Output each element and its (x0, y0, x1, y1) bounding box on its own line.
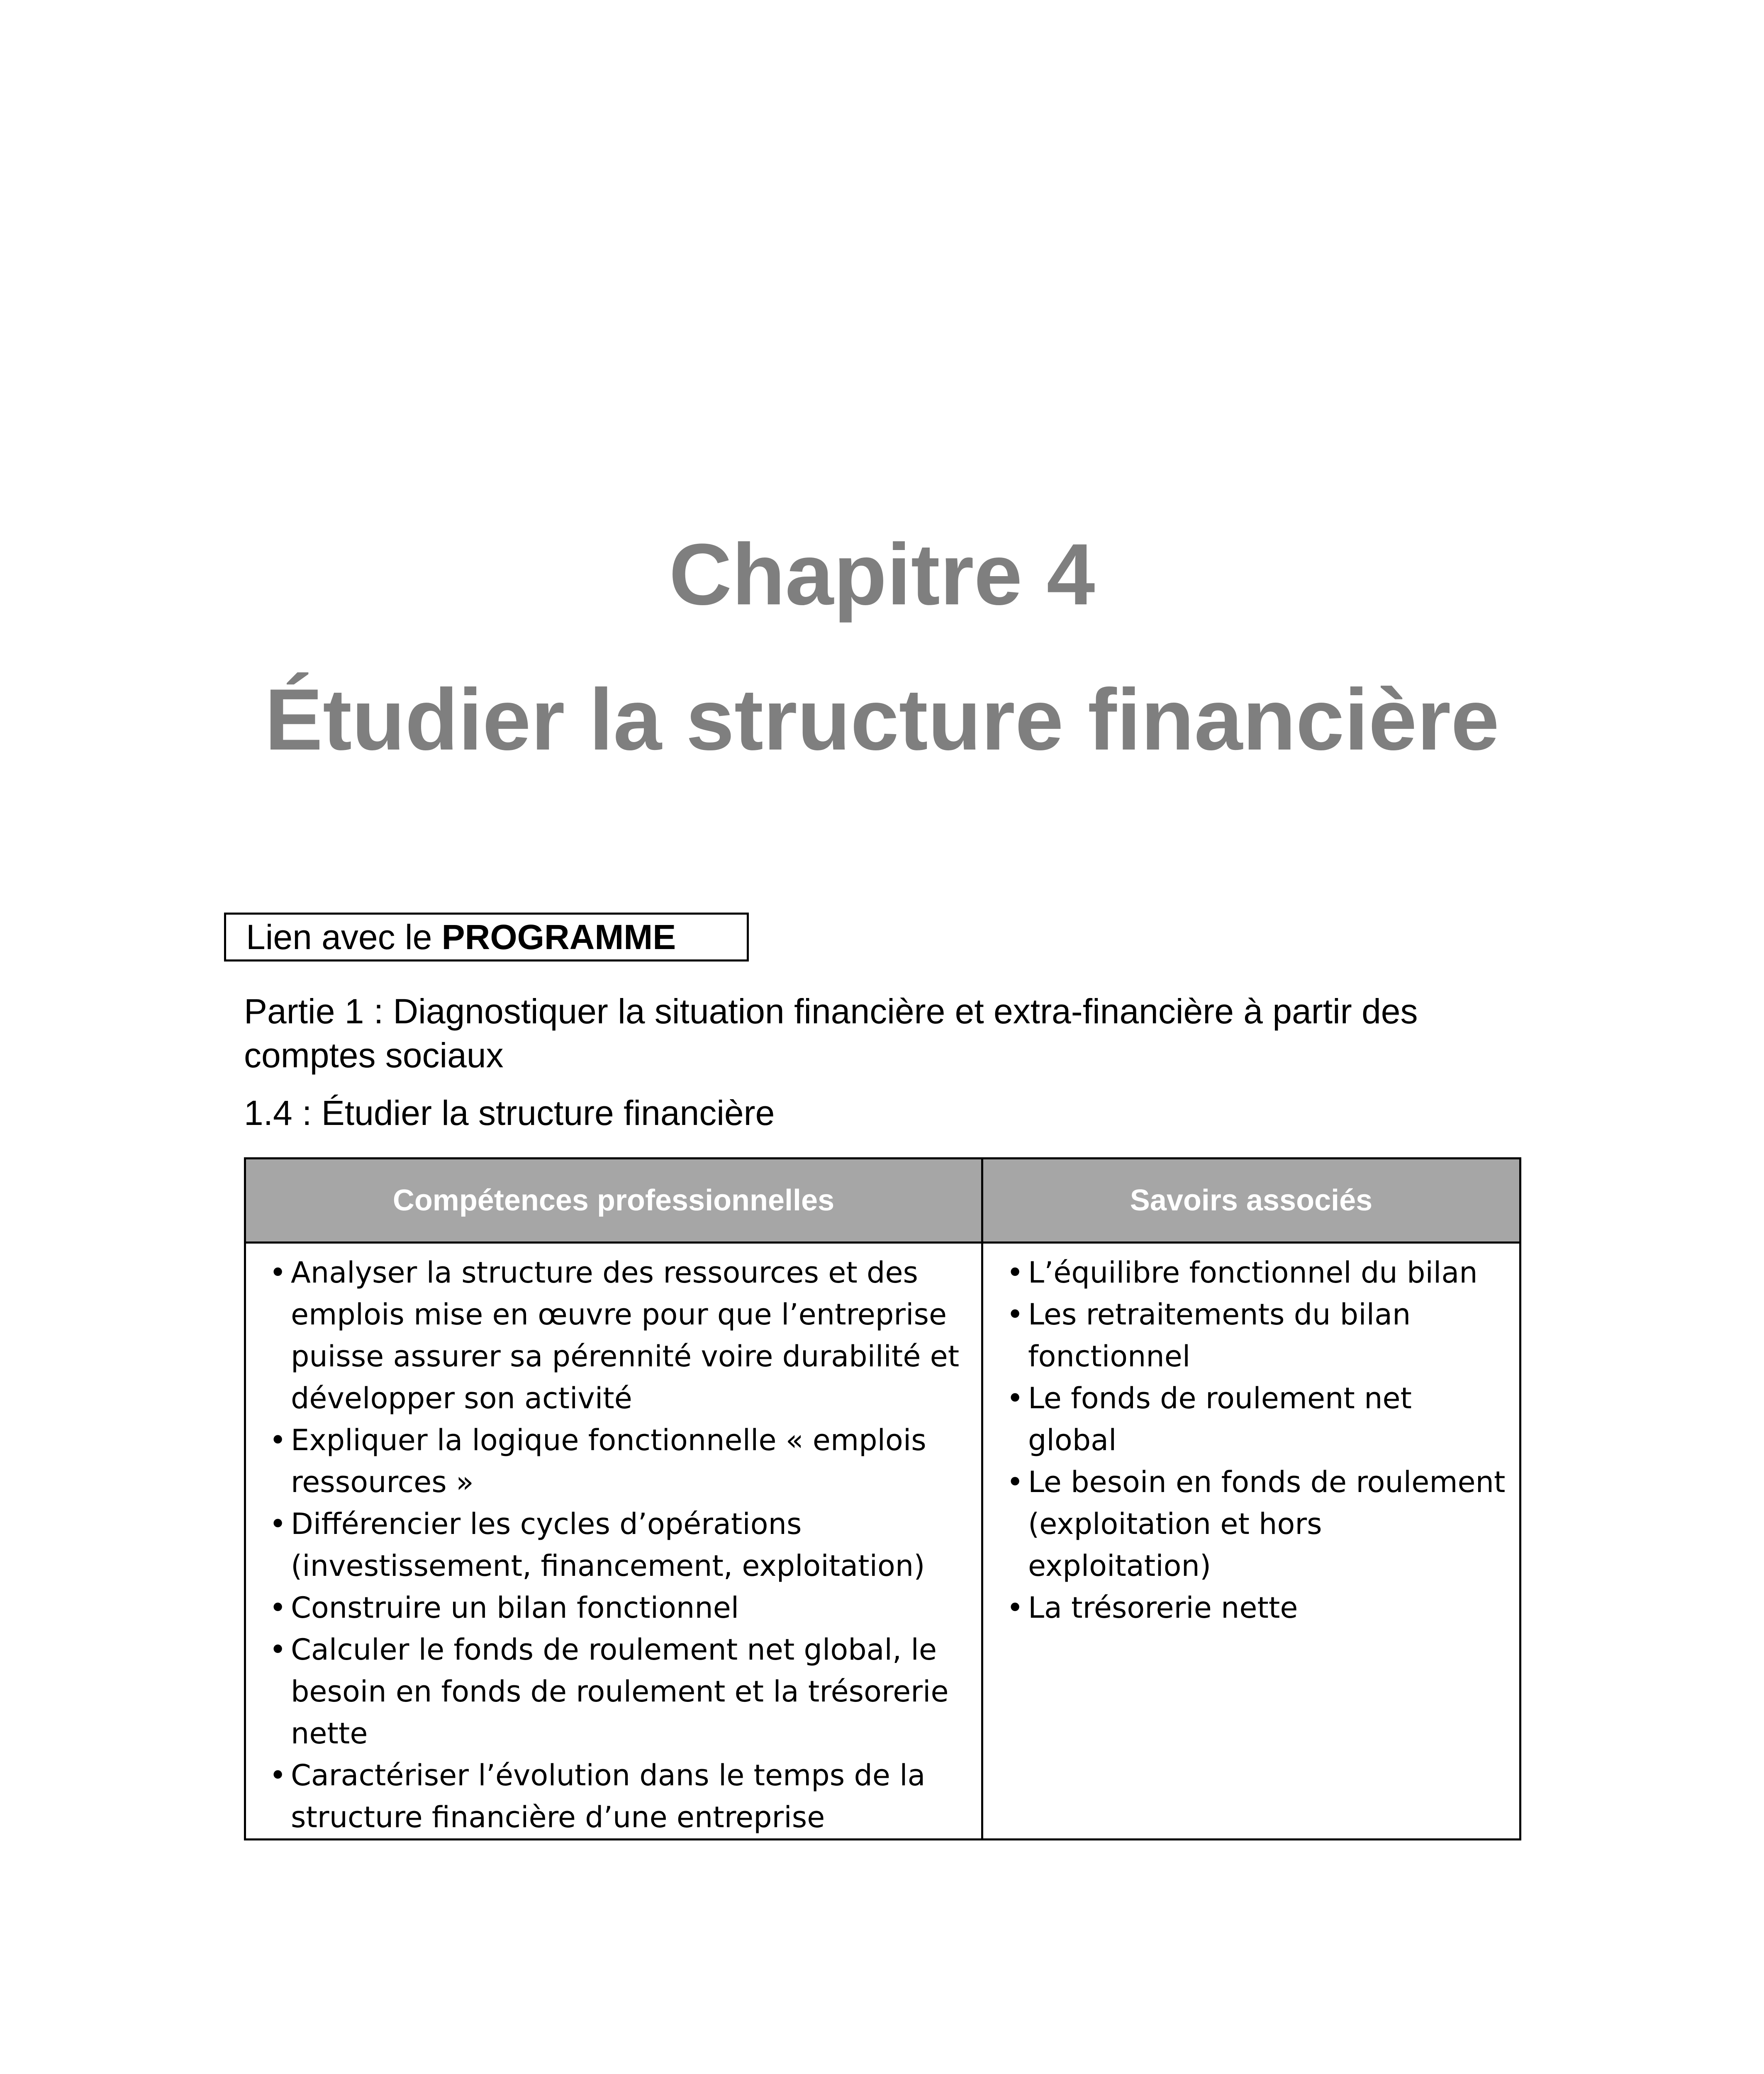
list-item: • Calculer le fonds de roulement net global, le besoin en fonds de roulement et la trésorerie nette (269, 1629, 969, 1755)
table-row (245, 1243, 1520, 1840)
competences-list (269, 1252, 969, 1838)
table-header-row (245, 1159, 1520, 1243)
savoirs-list (1006, 1252, 1507, 1629)
list-item: • Différencier les cycles d’opérations (investissement, financement, exploitation) (269, 1503, 969, 1587)
list-item: • Analyser la structure des ressources et des emplois mise en œuvre pour que l’entreprise puisse assurer sa pérennité voire durabilité et développer son activité (269, 1252, 969, 1419)
partie-heading: Partie 1 : Diagnostiquer la situation financière et extra-financière à partir des comptes sociaux (244, 992, 1418, 1075)
savoirs-cell (982, 1243, 1520, 1840)
header-competences: Compétences professionnelles (245, 1159, 982, 1243)
header-savoirs: Savoirs associés (982, 1159, 1520, 1243)
list-item: • Expliquer la logique fonctionnelle « emplois ressources » (269, 1419, 969, 1503)
list-item: • Le besoin en fonds de roulement (exploitation et hors exploitation) (1006, 1461, 1507, 1587)
programme-box-prefix: Lien avec le (246, 918, 442, 957)
competences-cell (245, 1243, 982, 1840)
chapter-title: Étudier la structure financière (265, 671, 1499, 768)
list-item: • Caractériser l’évolution dans le temps de la structure financière d’une entreprise (269, 1755, 969, 1838)
chapter-number: Chapitre 4 (669, 526, 1095, 623)
list-item: • Construire un bilan fonctionnel (269, 1587, 969, 1629)
list-item: • Le fonds de roulement net global (1006, 1378, 1507, 1461)
list-item: • L’équilibre fonctionnel du bilan (1006, 1252, 1507, 1294)
list-item: • La trésorerie nette (1006, 1587, 1507, 1629)
list-item: • Les retraitements du bilan fonctionnel (1006, 1294, 1507, 1378)
programme-link-box (224, 913, 749, 962)
programme-table (244, 1157, 1521, 1840)
section-heading: 1.4 : Étudier la structure financière (244, 1093, 775, 1132)
programme-box-bold: PROGRAMME (441, 918, 676, 957)
